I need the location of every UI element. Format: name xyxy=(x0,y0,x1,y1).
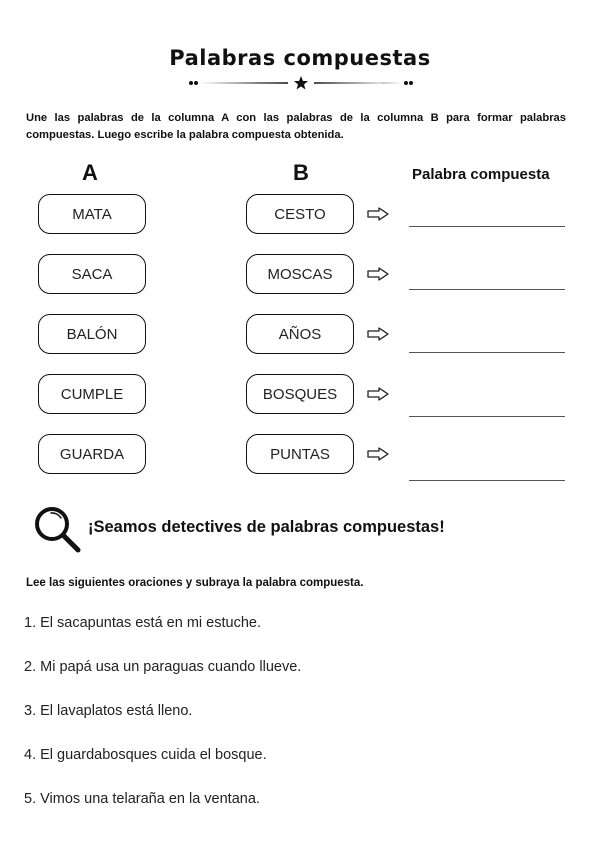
star-divider-icon xyxy=(188,76,414,90)
column-a-word[interactable]: BALÓN xyxy=(38,314,146,354)
arrow-right-icon xyxy=(367,387,389,401)
answer-line[interactable] xyxy=(409,352,565,353)
arrow-right-icon xyxy=(367,447,389,461)
column-b-heading: B xyxy=(293,160,309,185)
answer-line[interactable] xyxy=(409,416,565,417)
answer-line[interactable] xyxy=(409,289,565,290)
sentence-item: 2. Mi papá usa un paraguas cuando llueve. xyxy=(24,659,302,675)
column-b-word[interactable]: CESTO xyxy=(246,194,354,234)
sentence-item: 3. El lavaplatos está lleno. xyxy=(24,703,193,719)
answer-line[interactable] xyxy=(409,226,565,227)
column-b-word[interactable]: BOSQUES xyxy=(246,374,354,414)
page-title: Palabras compuestas xyxy=(169,46,431,70)
sentence-item: 5. Vimos una telaraña en la ventana. xyxy=(24,791,260,807)
instructions: Une las palabras de la columna A con las palabras de la columna B para formar palabras compuestas. Luego escribe la palabra compuesta obtenida. xyxy=(26,112,566,141)
column-a-word[interactable]: MATA xyxy=(38,194,146,234)
sentence-item: 1. El sacapuntas está en mi estuche. xyxy=(24,615,261,631)
magnifying-glass-icon xyxy=(32,505,84,555)
section-heading: ¡Seamos detectives de palabras compuestas! xyxy=(88,518,445,536)
column-a-heading: A xyxy=(82,160,98,185)
column-a-word[interactable]: SACA xyxy=(38,254,146,294)
column-b-word[interactable]: MOSCAS xyxy=(246,254,354,294)
arrow-right-icon xyxy=(367,267,389,281)
answer-line[interactable] xyxy=(409,480,565,481)
column-a-word[interactable]: GUARDA xyxy=(38,434,146,474)
column-a-word[interactable]: CUMPLE xyxy=(38,374,146,414)
column-b-word[interactable]: AÑOS xyxy=(246,314,354,354)
arrow-right-icon xyxy=(367,327,389,341)
section-instruction: Lee las siguientes oraciones y subraya la palabra compuesta. xyxy=(26,577,364,589)
result-column-heading: Palabra compuesta xyxy=(412,166,550,183)
arrow-right-icon xyxy=(367,207,389,221)
sentence-item: 4. El guardabosques cuida el bosque. xyxy=(24,747,267,763)
column-b-word[interactable]: PUNTAS xyxy=(246,434,354,474)
